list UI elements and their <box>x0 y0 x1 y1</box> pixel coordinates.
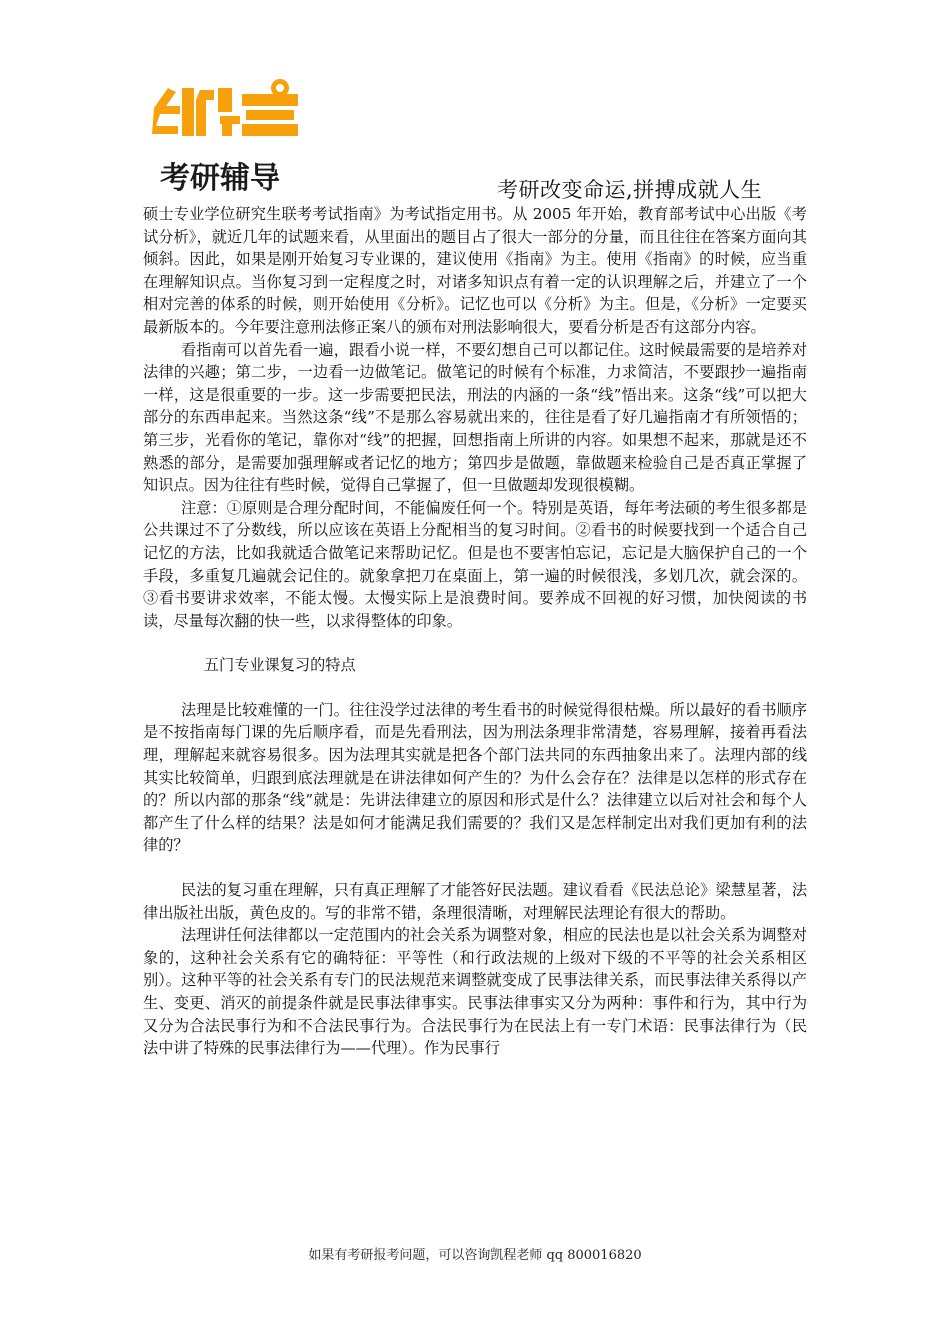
section-heading: 五门专业课复习的特点 <box>203 656 356 675</box>
paragraph-1: 硕士专业学位研究生联考考试指南》为考试指定用书。从 2005 年开始，教育部考试中心出版《考试分析》，就近几年的试题来看，从里面出的题目占了很大一部分的分量，而且往往在答案方面向其倾斜。因此，如果是刚开始复习专业课的，建议使用《指南》为主。使用《指南》的时候，应当重在理解知识点。当你复习到一定程度之时，对诸多知识点有着一定的认识理解之后，并建立了一个相对完善的体系的时候，则开始使用《分析》。记忆也可以《分析》为主。但是，《分析》一定要买最新版本的。今年要注意刑法修正案八的颁布对刑法影响很大，要看分析是否有这部分内容。 <box>143 205 807 336</box>
page-footer: 如果有考研报考问题，可以咨询凯程老师 qq 800016820 <box>308 1248 642 1263</box>
paragraph-2: 看指南可以首先看一遍，跟看小说一样，不要幻想自己可以都记住。这时候最需要的是培养对法律的兴趣；第二步，一边看一边做笔记。做笔记的时候有个标准，力求简洁，不要跟抄一遍指南一样，这是很重要的一步。这一步需要把民法，刑法的内涵的一条“线”悟出来。这条“线”可以把大部分的东西串起来。当然这条“线”不是那么容易就出来的，往往是看了好几遍指南才有所领悟的；第三步，光看你的笔记，靠你对“线”的把握，回想指南上所讲的内容。如果想不起来，那就是还不熟悉的部分，是需要加强理解或者记忆的地方；第四步是做题，靠做题来检验自己是否真正掌握了知识点。因为往往有些时候，觉得自己掌握了，但一旦做题却发现很模糊。 <box>143 340 807 495</box>
kaicheng-logo <box>150 78 300 200</box>
paragraph-3: 注意：①原则是合理分配时间，不能偏废任何一个。特别是英语，每年考法硕的考生很多都是公共课过不了分数线，所以应该在英语上分配相当的复习时间。②看书的时候要找到一个适合自己记忆的方法，比如我就适合做笔记来帮助记忆。但是也不要害怕忘记，忘记是大脑保护自己的一个手段，多重复几遍就会记住的。就象拿把刀在桌面上，第一遍的时候很浅，多划几次，就会深的。③看书要讲求效率，不能太慢。太慢实际上是浪费时间。要养成不回视的好习惯，加快阅读的书读，尽量每次翻的快一些，以求得整体的印象。 <box>143 498 807 630</box>
paragraph-5: 民法的复习重在理解，只有真正理解了才能答好民法题。建议看看《民法总论》梁慧星著，法律出版社出版，黄色皮的。写的非常不错，条理很清晰，对理解民法理论有很大的帮助。 <box>143 881 807 922</box>
article-body <box>143 203 807 1060</box>
logo-subtitle: 考研辅导 <box>160 161 280 196</box>
spacer <box>143 677 807 699</box>
spacer <box>143 632 807 654</box>
paragraph-6: 法理讲任何法律都以一定范围内的社会关系为调整对象，相应的民法也是以社会关系为调整对象的，这种社会关系有它的确特征：平等性（和行政法规的上级对下级的不平等的社会关系相区别）。这种平等的社会关系有专门的民法规范来调整就变成了民事法律关系，而民事法律关系得以产生、变更、消灭的前提条件就是民事法律事实。民事法律事实又分为两种：事件和行为，其中行为又分为合法民事行为和不合法民事行为。合法民事行为在民法上有一专门术语：民事法律行为（民法中讲了特殊的民事法律行为——代理）。作为民事行 <box>143 926 807 1058</box>
logo-graphic <box>150 78 300 200</box>
spacer <box>143 857 807 879</box>
paragraph-4: 法理是比较难懂的一门。往往没学过法律的考生看书的时候觉得很枯燥。所以最好的看书顺序是不按指南每门课的先后顺序看，而是先看刑法，因为刑法条理非常清楚，容易理解，接着再看法理，理解起来就容易很多。因为法理其实就是把各个部门法共同的东西抽象出来了。法理内部的线其实比较简单，归跟到底法理就是在讲法律如何产生的？为什么会存在？法律是以怎样的形式存在的？所以内部的那条“线”就是：先讲法律建立的原因和形式是什么？法律建立以后对社会和每个人都产生了什么样的结果？法是如何才能满足我们需要的？我们又是怎样制定出对我们更加有利的法律的？ <box>143 700 807 855</box>
header-slogan: 考研改变命运,拼搏成就人生 <box>497 178 763 202</box>
